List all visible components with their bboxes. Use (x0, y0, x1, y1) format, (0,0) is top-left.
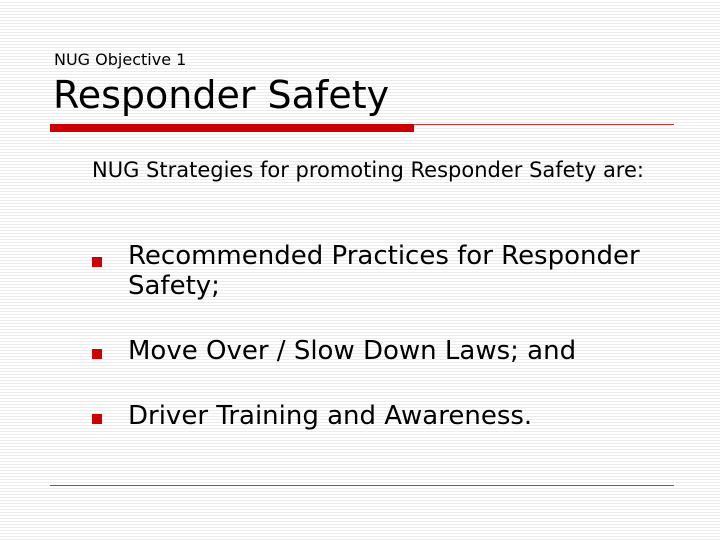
slide-subtitle: NUG Objective 1 (54, 50, 187, 69)
square-bullet-icon (92, 257, 102, 267)
title-underline-thick (50, 124, 414, 132)
bullet-text: Driver Training and Awareness. (128, 401, 533, 431)
bullet-text: Recommended Practices for Responder Safety; (128, 241, 640, 301)
title-underline-thin (414, 124, 674, 125)
footer-rule (50, 485, 674, 486)
bullet-text: Move Over / Slow Down Laws; and (128, 336, 577, 366)
slide-title: Responder Safety (53, 73, 390, 117)
intro-text: NUG Strategies for promoting Responder Safety are: (92, 158, 644, 182)
square-bullet-icon (92, 414, 102, 424)
square-bullet-icon (92, 349, 102, 359)
